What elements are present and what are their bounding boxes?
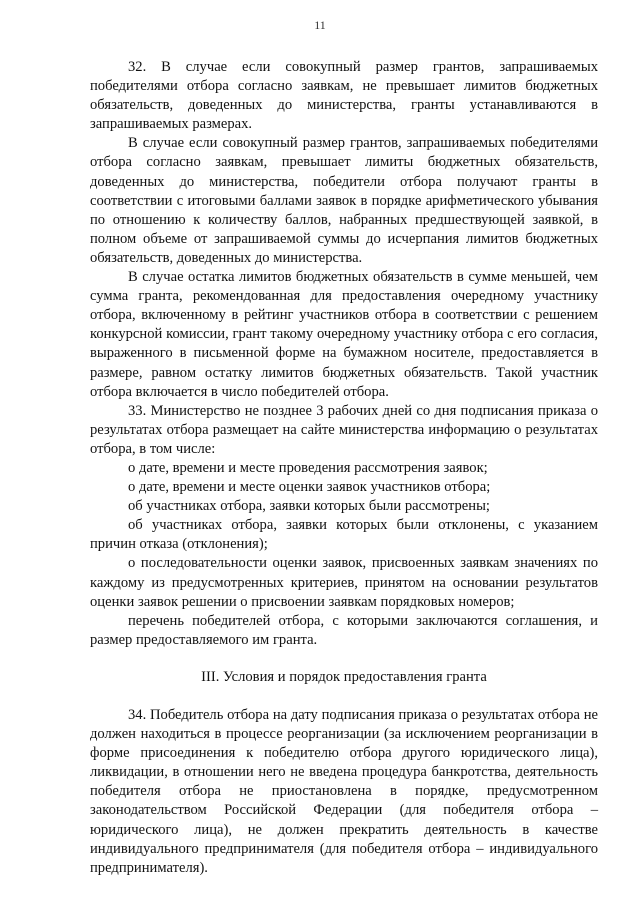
- paragraph-32: 32. В случае если совокупный размер грантов, запрашиваемых победителями отбора согласно заявкам, не превышает лимитов бюджетных обязательств, доведенных до министерства, гранты устанавливаются в запрашиваемых размерах.: [90, 59, 598, 133]
- page-number: 11: [314, 18, 326, 32]
- list-item-winners-list: перечень победителей отбора, с которыми заключаются соглашения, и размер предоставляемого им гранта.: [90, 612, 598, 648]
- paragraph-34: 34. Победитель отбора на дату подписания приказа о результатах отбора не должен находиться в процессе реорганизации (за исключением реорганизации в форме присоединения к победителю отбора другого юридического лица), ликвидации, в отношении него не введена процедура банкротства, деятельность победителя отбора не приостановлена в порядке, предусмотренном законодательством Российской Федерации (для победителя отбора – юридического лица), не должен прекратить деятельность в качестве индивидуального предпринимателя (для победителя отбора – индивидуального предпринимателя).: [90, 707, 598, 876]
- list-item-evaluation-date: о дате, времени и месте оценки заявок участников отбора;: [128, 479, 491, 496]
- paragraph-33: 33. Министерство не позднее 3 рабочих дней со дня подписания приказа о результатах отбора размещает на сайте министерства информацию о результатах отбора, в том числе:: [90, 402, 598, 457]
- section-heading: III. Условия и порядок предоставления гранта: [201, 668, 487, 685]
- list-item-evaluation-sequence: о последовательности оценки заявок, присвоенных заявкам значениях по каждому из предусмотренных критериев, принятом на основании результатов оценки заявок решении о присвоении заявкам порядковых номеров;: [90, 555, 598, 610]
- list-item-review-date: о дате, времени и месте проведения рассмотрения заявок;: [128, 459, 488, 476]
- list-item-reviewed-participants: об участниках отбора, заявки которых были рассмотрены;: [128, 498, 490, 515]
- paragraph-32-limits-exceeded: В случае если совокупный размер грантов, запрашиваемых победителями отбора согласно заявкам, превышает лимиты бюджетных обязательств, доведенных до министерства, победители отбора получают гранты в соответствии с итоговыми баллами заявок в порядке арифметического убывания по отношению к количеству баллов, набранных предшествующей заявкой, в полном объеме от запрашиваемой суммы до исчерпания лимитов бюджетных обязательств, доведенных до министерства.: [90, 135, 598, 266]
- list-item-rejected-participants: об участниках отбора, заявки которых были отклонены, с указанием причин отказа (отклонения);: [90, 517, 598, 553]
- document-body: [90, 58, 598, 878]
- paragraph-32-remaining-limits: В случае остатка лимитов бюджетных обязательств в сумме меньшей, чем сумма гранта, рекомендованная для предоставления очередному участнику отбора, включенному в рейтинг участников отбора в соответствии с решением конкурсной комиссии, грант такому очередному участнику отбора с его согласия, выраженного в письменной форме на бумажном носителе, предоставляется в размере, равном остатку лимитов бюджетных обязательств. Такой участник отбора включается в число победителей отбора.: [90, 269, 598, 400]
